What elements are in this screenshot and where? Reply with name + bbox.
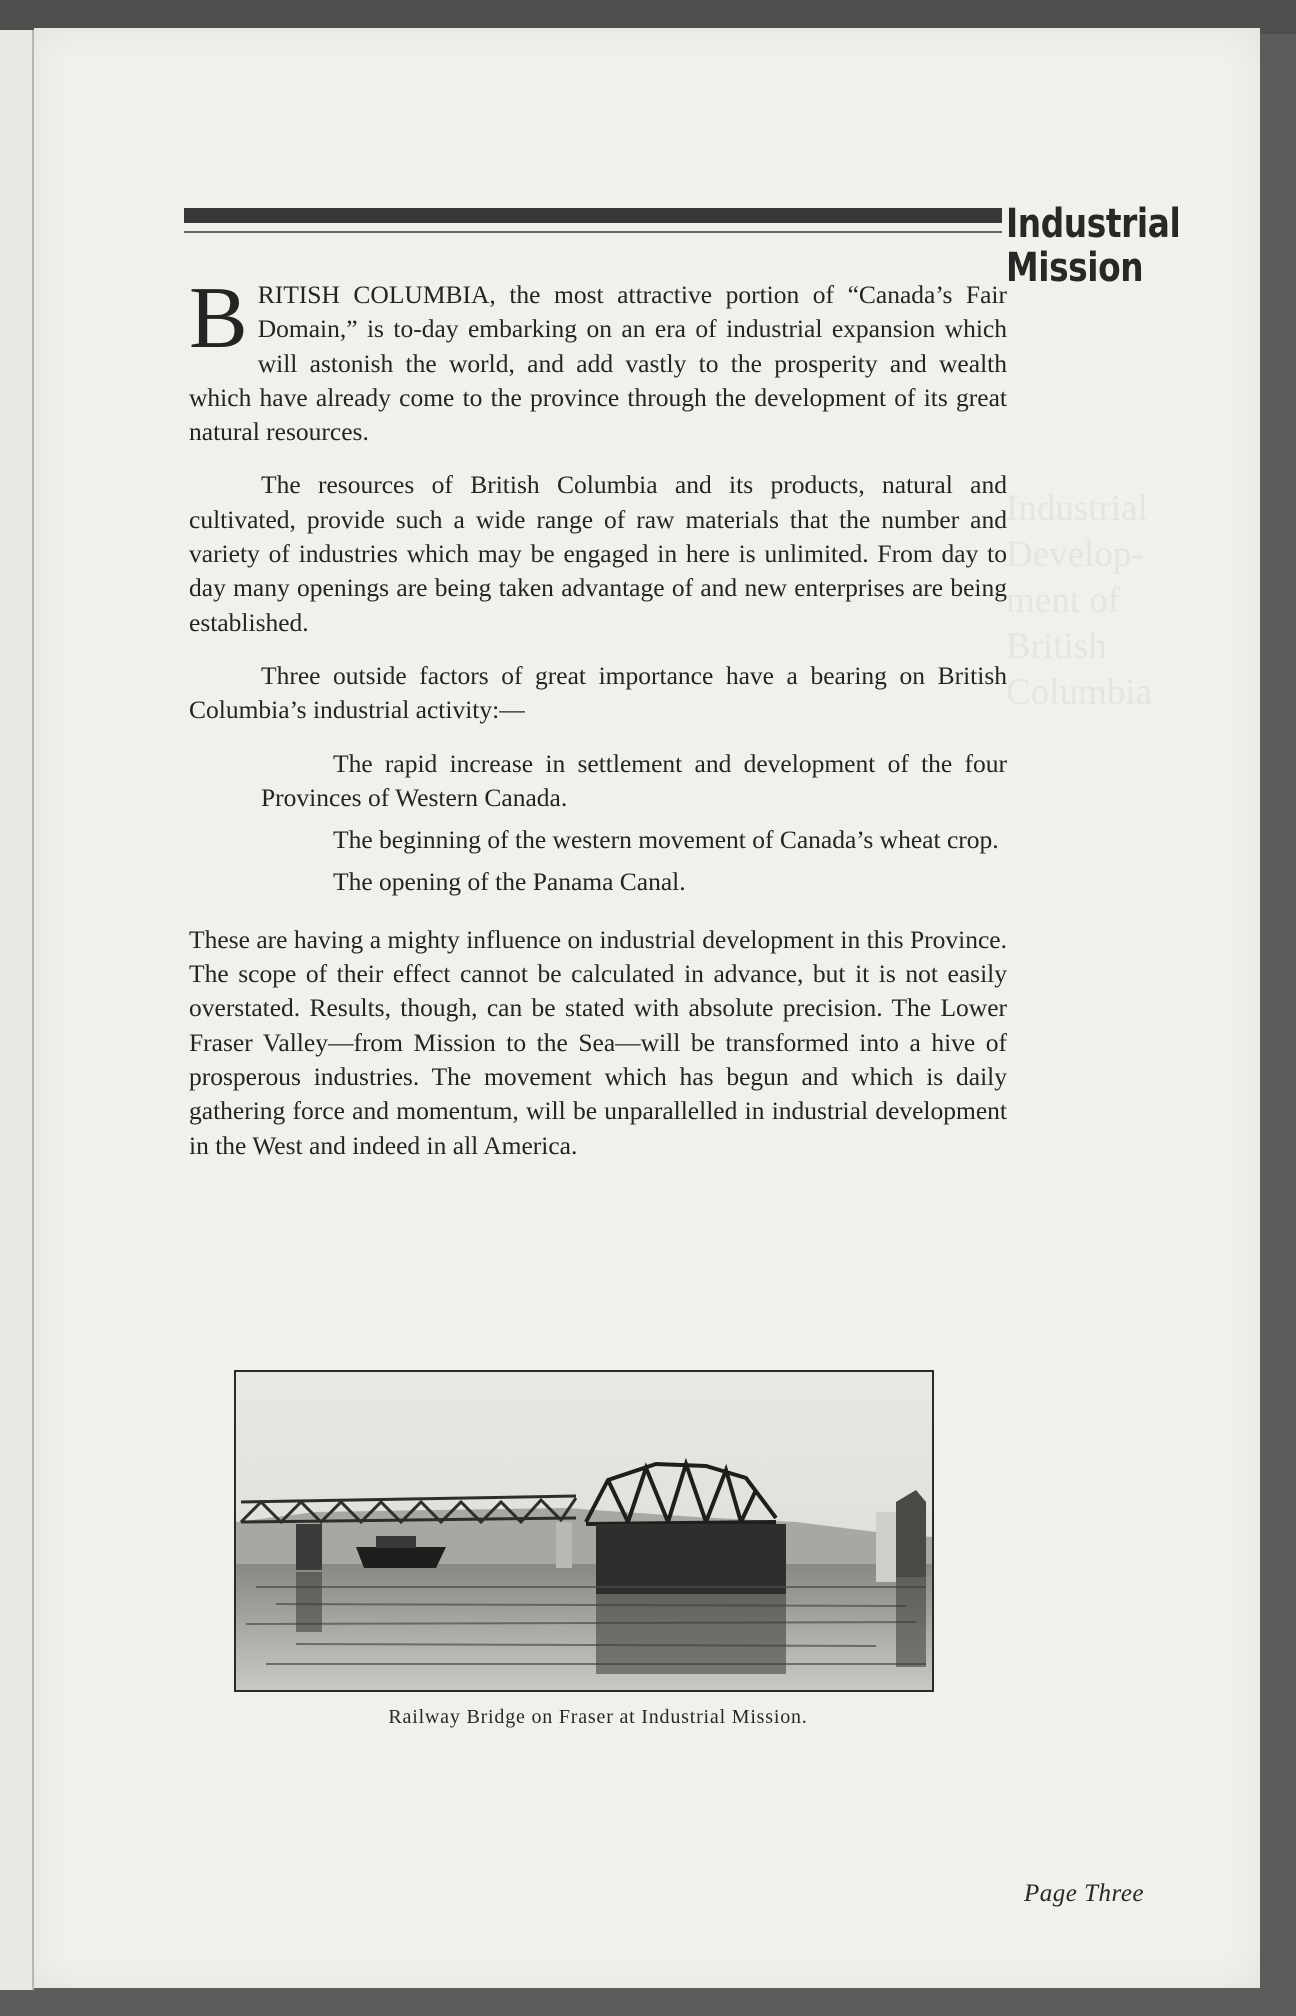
faded-line: Develop-: [1006, 534, 1144, 575]
page-heading: [1006, 202, 1195, 290]
faded-line: Industrial: [1006, 488, 1148, 529]
paragraph-intro: [189, 270, 1007, 449]
paragraph-influence: These are having a mighty influence on industrial development in this Province. The scope of their effect cannot be calculated in advance, but it is not easily overstated. Results, though, can be stated with absolute precision. The Lower Fraser Valley—from Mission to the Sea—will be transformed into a hive of prosperous industries. The movement which has begun and which is daily gathering force and momentum, will be unparallelled in industrial development in the West and indeed in all America.: [189, 924, 1007, 1160]
article-body: [189, 270, 1007, 1182]
paragraph-factors-intro: Three outside factors of great importance have a bearing on British Columbia’s industrial activity:—: [189, 660, 1007, 725]
photo-caption: Railway Bridge on Fraser at Industrial Mission.: [388, 1706, 808, 1728]
header-rule-thick: [184, 208, 1002, 223]
drop-cap: B: [189, 270, 248, 367]
paragraph-resources: The resources of British Columbia and its products, natural and cultivated, provide such a wide range of raw materials that the number and variety of industries which may be engaged in here is unlimited. From day to day many openings are being taken advantage of and new enterprises are being established.: [189, 470, 1007, 637]
factor-item: The beginning of the western movement of Canada’s wheat crop.: [333, 825, 999, 855]
bridge-photo: [234, 1370, 934, 1692]
heading-line-2: Mission: [1006, 245, 1144, 291]
factor-item: The opening of the Panama Canal.: [333, 867, 686, 897]
faded-sidebar-text: [1006, 486, 1246, 716]
faded-line: Columbia: [1006, 672, 1152, 713]
factor-item: The rapid increase in settlement and development of the four Provinces of Western Canada.: [261, 748, 1007, 812]
faded-line: ment of: [1006, 580, 1121, 621]
faded-line: British: [1006, 626, 1107, 667]
page: [34, 28, 1260, 1988]
previous-page-edge: [0, 30, 34, 1990]
heading-line-1: Industrial: [1006, 201, 1181, 247]
paragraph-intro-text: RITISH COLUMBIA, the most attractive portion of “Canada’s Fair Domain,” is to-day embarking on an era of industrial expansion which will astonish the world, and add vastly to the prosperity and wealth which have already come to the province through the development of its great natural resources.: [189, 280, 1007, 447]
page-number: Page Three: [1024, 1880, 1145, 1907]
header-rule-thin: [184, 231, 1002, 233]
